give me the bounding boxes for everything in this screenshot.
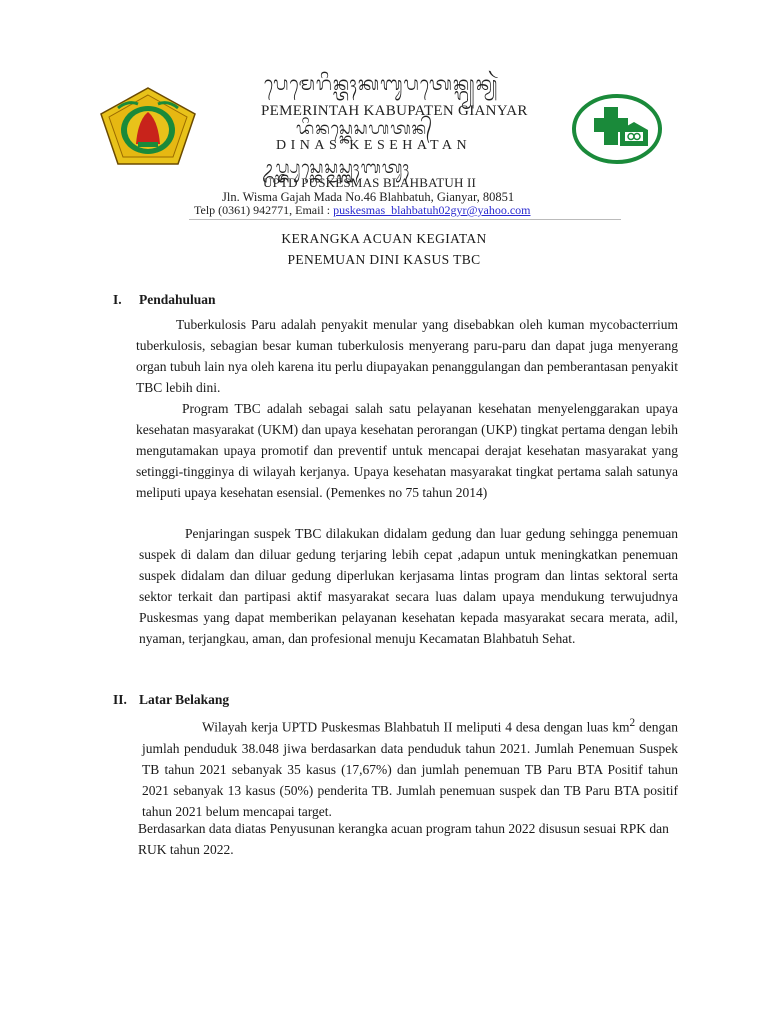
government-name: PEMERINTAH KABUPATEN GIANYAR [261, 103, 528, 119]
letterhead-divider [189, 219, 621, 220]
wilayah-text-rest: dengan jumlah penduduk 38.048 jiwa berdasarkan data penduduk tahun 2021. Jumlah Penemuan Suspek TB tahun 2021 sebanyak 35 kasus (17,67%) dan jumlah penemuan TB Paru BTA Positif tahun 2021 sebanyak 13 kasus (50%) penderita TB. Jumlah penemuan suspek dan TB Paru BTA positif tahun 2021 belum mencapai target. [142, 719, 679, 819]
paragraph-wilayah-kerja [142, 713, 678, 822]
balinese-script-line-3: ᬉᬧ᭄ᬢ᭄ᬤ᭄ᬧᬸᬲ᭄ᬓᬾᬲ᭄ᬫᬲ᭄ᬩ᭄ᬮᬄᬩᬢᬸᬄ [262, 158, 411, 178]
unit-name: UPTD PUSKESMAS BLAHBATUH II [263, 175, 477, 190]
document-title-line-1: KERANGKA ACUAN KEGIATAN [281, 231, 487, 246]
section-number: II. [113, 692, 127, 707]
paragraph-program-tbc: Program TBC adalah sebagai salah satu pelayanan kesehatan menyelenggarakan upaya kesehatan masyarakat (UKM) dan upaya kesehatan perorangan (UKP) tingkat pertama dengan lebih mengutamakan upaya promotif dan preventif untuk mencapai derajat kesehatan masyarakat yang setinggi-tingginya di wilayah kerjanya. Upaya kesehatan masyarakat tingkat pertama salah satunya meliputi upaya kesehatan esensial. (Pemenkes no 75 tahun 2014) [136, 401, 678, 500]
paragraph-berdasarkan: Berdasarkan data diatas Penyusunan kerangka acuan program tahun 2022 disusun sesuai RPK dan RUK tahun 2022. [138, 821, 669, 857]
section-title: Pendahuluan [139, 292, 216, 307]
puskesmas-logo [572, 94, 662, 164]
wilayah-text: Wilayah kerja UPTD Puskesmas Blahbatuh II meliputi 4 desa dengan luas km [202, 719, 630, 735]
phone-text: Telp (0361) 942771, Email : [194, 203, 334, 217]
paragraph-penjaringan: Penjaringan suspek TBC dilakukan didalam gedung dan luar gedung sehingga penemuan suspek di dalam dan diluar gedung terjaring lebih cepat ,adapun untuk meningkatkan penemuan suspek didalam dan diluar gedung diperlukan kerjasama lintas program dan lintas sektoral serta sektor terkait dan partipasi aktif masyarakat secara luas dalam upaya mendukung terwujudnya Puskesmas yang dapat memberikan pelayanan kesehatan kepada masyarakat secara merata, adil, nyaman, terjangkau, aman, dan profesional menuju Kecamatan Blahbatuh Sehat. [139, 526, 678, 646]
superscript-2: 2 [629, 717, 636, 729]
balinese-script-line-1: ᬧᬾᬫᬾᬭᬶᬦ᭄ᬢᬄᬓᬩᬸᬧᬢᬾᬦ᭄ᬕ᭄ᬬᬦ᭄ᬬᬃ [264, 73, 499, 95]
section-heading-pendahuluan [113, 292, 216, 308]
section-number: I. [113, 292, 122, 307]
section-heading-latar-belakang [113, 692, 229, 708]
gianyar-emblem-logo [98, 86, 198, 166]
paragraph-tuberkulosis: Tuberkulosis Paru adalah penyakit menular yang disebabkan oleh kuman mycobacterrium tuberkulosis, sebagian besar kuman tuberkulosis menyerang paru-paru dan dapat juga menyerang organ tubuh lain nya oleh karena itu perlu diupayakan penanggulangan dan pemberantasan penyakit TBC lebih dini. [136, 317, 678, 395]
contact-line [194, 203, 531, 218]
document-title-line-2: PENEMUAN DINI KASUS TBC [287, 252, 481, 267]
email-link[interactable]: puskesmas_blahbatuh02gyr@yahoo.com [333, 203, 531, 217]
section-title: Latar Belakang [139, 692, 230, 707]
department-name: DINAS KESEHATAN [276, 138, 472, 153]
balinese-script-line-2: ᬤᬶᬦᬲ᭄ᬓᬾᬲᬳᬢᬦ᭄ [296, 119, 434, 139]
address-line: Jln. Wisma Gajah Mada No.46 Blahbatuh, Gianyar, 80851 [222, 190, 515, 204]
